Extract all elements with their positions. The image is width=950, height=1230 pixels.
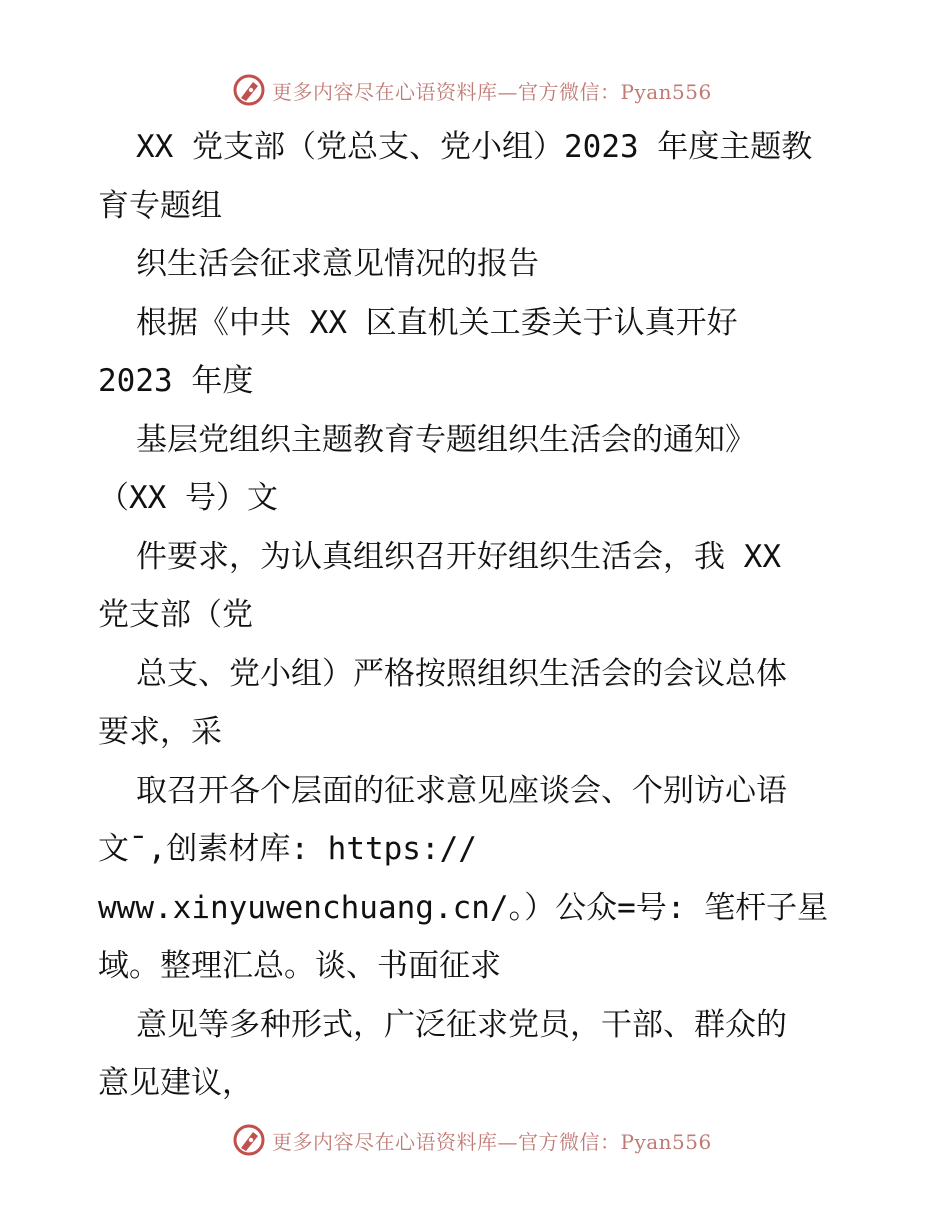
document-line: 根据《中共 XX 区直机关工委关于认真开好 — [136, 304, 738, 341]
document-line: 要求，采 — [98, 714, 222, 750]
document-line: 党支部（党 — [98, 597, 253, 633]
document-line: 2023 年度 — [98, 363, 254, 399]
document-line: 育专题组 — [98, 187, 222, 224]
document-body — [98, 118, 858, 1113]
document-line: 织生活会征求意见情况的报告 — [136, 246, 539, 282]
document-line: 域。整理汇总。谈、书面征求 — [98, 948, 501, 984]
document-line: 取召开各个层面的征求意见座谈会、个别访心语 — [136, 772, 787, 809]
header-watermark-banner — [232, 70, 712, 110]
document-line: 意见建议， — [98, 1065, 253, 1101]
pen-nib-logo-icon — [232, 1123, 266, 1157]
document-line: （XX 号）文 — [98, 480, 278, 516]
header-watermark-text: 更多内容尽在心语资料库—官方微信：Pyan556 — [272, 79, 712, 104]
footer-watermark-banner — [232, 1120, 712, 1160]
document-line: 总支、党小组）严格按照组织生活会的会议总体 — [136, 655, 787, 692]
document-line: 文¯,创素材库: https:// — [98, 831, 477, 867]
document-line: 意见等多种形式，广泛征求党员，干部、群众的 — [136, 1006, 787, 1043]
document-line: 基层党组织主题教育专题组织生活会的通知》 — [136, 421, 756, 458]
footer-watermark-text: 更多内容尽在心语资料库—官方微信：Pyan556 — [272, 1129, 712, 1154]
document-line: www.xinyuwenchuang.cn/。）公众=号: 笔杆子星 — [98, 889, 829, 926]
pen-nib-logo-icon — [232, 73, 266, 107]
document-line: XX 党支部（党总支、党小组）2023 年度主题教 — [136, 129, 813, 165]
document-line: 件要求，为认真组织召开好组织生活会，我 XX — [136, 538, 781, 575]
